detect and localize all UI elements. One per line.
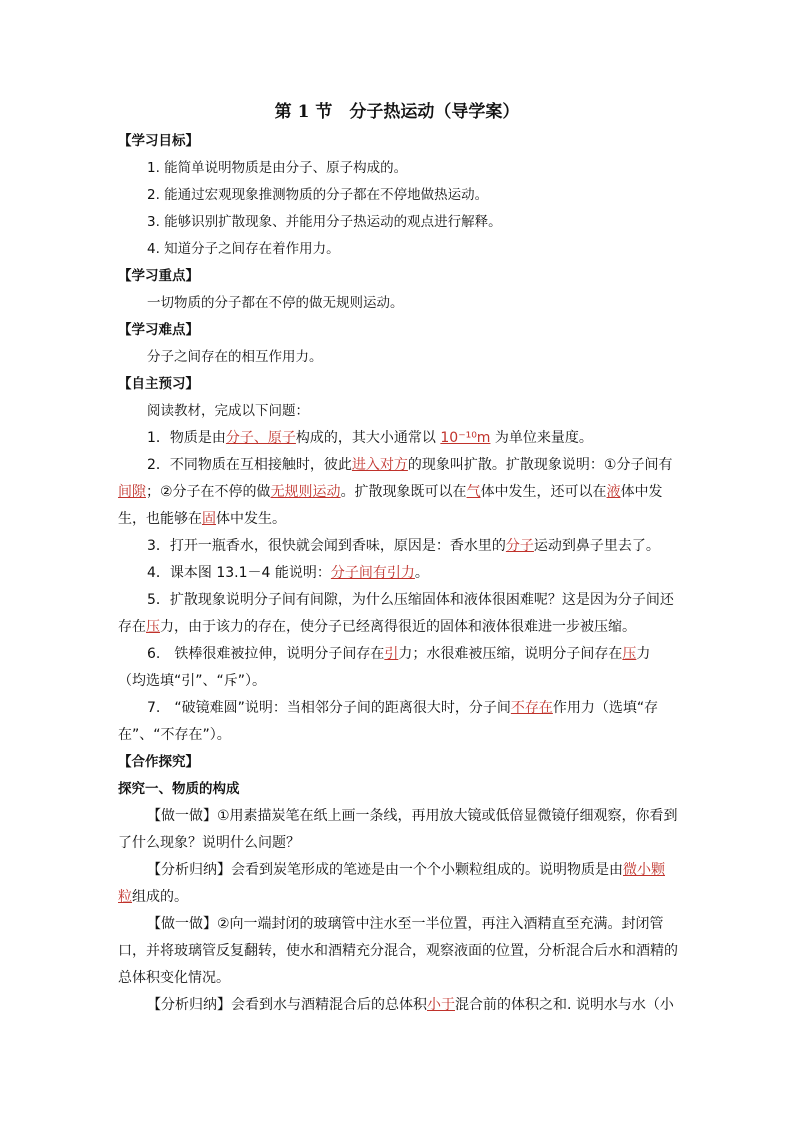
q2-answer-2: 间隙 (118, 484, 146, 500)
q2-answer-3: 无规则运动 (270, 484, 341, 500)
question-2 (118, 452, 678, 533)
q3-text-a: 3．打开一瓶香水，很快就会闻到香味，原因是：香水里的 (147, 538, 506, 554)
q3-text-b: 运动到鼻子里去了。 (533, 538, 660, 554)
key-points-text: 一切物质的分子都在不停的做无规则运动。 (147, 295, 404, 311)
q2-text-a: 2．不同物质在互相接触时，彼此 (147, 457, 352, 473)
q2-text-b: 的现象叫扩散。扩散现象说明：①分子间有 (407, 457, 673, 473)
document-body (118, 128, 678, 1019)
question-4 (118, 560, 678, 587)
q4-text-b: 。 (414, 565, 429, 581)
q2-answer-1: 进入对方 (351, 457, 408, 473)
objective-item: 3. 能够识别扩散现象、并能用分子热运动的观点进行解释。 (147, 214, 502, 230)
question-1 (118, 425, 678, 452)
analysis-2-text-b: 混合前的体积之和. 说明水与水（小 (455, 997, 674, 1013)
q7-answer-1: 不存在 (510, 700, 553, 716)
q6-text-a: 6. 铁棒很难被拉伸，说明分子间存在 (147, 646, 385, 662)
analysis-2-text-a: 【分析归纳】会看到水与酒精混合后的总体积 (147, 997, 427, 1013)
q6-answer-2: 压 (622, 646, 637, 662)
q6-text-c: 力（均选填“引”、“斥”）。 (118, 646, 651, 689)
objective-item: 2. 能通过宏观现象推测物质的分子都在不停地做热运动。 (147, 187, 489, 203)
objectives-heading: 【学习目标】 (118, 133, 199, 149)
q2-answer-6: 固 (202, 511, 216, 527)
analysis-2 (118, 992, 678, 1019)
q1-answer-1: 分子、原子 (225, 430, 296, 446)
objective-item: 4. 知道分子之间存在着作用力。 (147, 241, 340, 257)
objective-item: 1. 能简单说明物质是由分子、原子构成的。 (147, 160, 408, 176)
question-6 (118, 641, 678, 695)
difficulties-heading: 【学习难点】 (118, 322, 199, 338)
q5-answer-1: 压 (146, 619, 160, 635)
q4-answer-1: 分子间有引力 (330, 565, 415, 581)
q1-answer-2: 10⁻¹⁰m (440, 430, 491, 446)
q7-text-a: 7. “破镜难圆”说明：当相邻分子间的距离很大时，分子间 (147, 700, 511, 716)
q2-answer-4: 气 (466, 484, 481, 500)
exploration-1-heading: 探究一、物质的构成 (118, 781, 240, 797)
preview-intro: 阅读教材，完成以下问题： (147, 403, 309, 419)
question-7 (118, 695, 678, 749)
q1-text-c: 为单位来量度。 (490, 430, 593, 446)
analysis-2-answer: 小于 (427, 997, 455, 1013)
preview-heading: 【自主预习】 (118, 376, 199, 392)
q1-text-a: 1．物质是由 (147, 430, 226, 446)
q6-text-b: 力；水很难被压缩，说明分子间存在 (398, 646, 623, 662)
analysis-1 (118, 857, 678, 911)
q3-answer-1: 分子 (505, 538, 534, 554)
page-title: 第 1 节 分子热运动（导学案） (274, 102, 520, 122)
q2-text-f: 体中发生，也能够在 (118, 484, 663, 527)
activity-1: 【做一做】①用素描炭笔在纸上画一条线，再用放大镜或低倍显微镜仔细观察，你看到了什么现象？说明什么问题？ (118, 808, 678, 851)
difficulties-text: 分子之间存在的相互作用力。 (147, 349, 323, 365)
q2-text-e: 体中发生，还可以在 (480, 484, 607, 500)
key-points-heading: 【学习重点】 (118, 268, 199, 284)
question-5 (118, 587, 678, 641)
q2-text-d: 。扩散现象既可以在 (340, 484, 467, 500)
cooperation-heading: 【合作探究】 (118, 754, 199, 770)
q7-text-b: 作用力（选填“存在”、“不存在”）。 (118, 700, 659, 743)
activity-2: 【做一做】②向一端封闭的玻璃管中注水至一半位置，再注入酒精直至充满。封闭管口，并将玻璃管反复翻转，使水和酒精充分混合，观察液面的位置，分析混合后水和酒精的总体积变化情况。 (118, 916, 678, 986)
q2-answer-5: 液 (606, 484, 621, 500)
analysis-1-text-a: 【分析归纳】会看到炭笔形成的笔迹是由一个个小颗粒组成的。说明物质是由 (147, 862, 623, 878)
analysis-1-text-b: 组成的。 (132, 889, 188, 905)
q5-text-a: 5．扩散现象说明分子间有间隙，为什么压缩固体和液体很困难呢？这是因为分子间还存在 (118, 592, 674, 635)
q2-text-g: 体中发生。 (216, 511, 286, 527)
q4-text-a: 4．课本图 13.1－4 能说明： (147, 565, 331, 581)
q5-text-b: 力，由于该力的存在，使分子已经离得很近的固体和液体很难进一步被压缩。 (160, 619, 636, 635)
analysis-1-answer: 微小颗粒 (118, 862, 665, 905)
q1-text-b: 构成的，其大小通常以 (295, 430, 441, 446)
q2-text-c: ；②分子在不停的做 (146, 484, 271, 500)
question-3 (118, 533, 678, 560)
q6-answer-1: 引 (384, 646, 399, 662)
